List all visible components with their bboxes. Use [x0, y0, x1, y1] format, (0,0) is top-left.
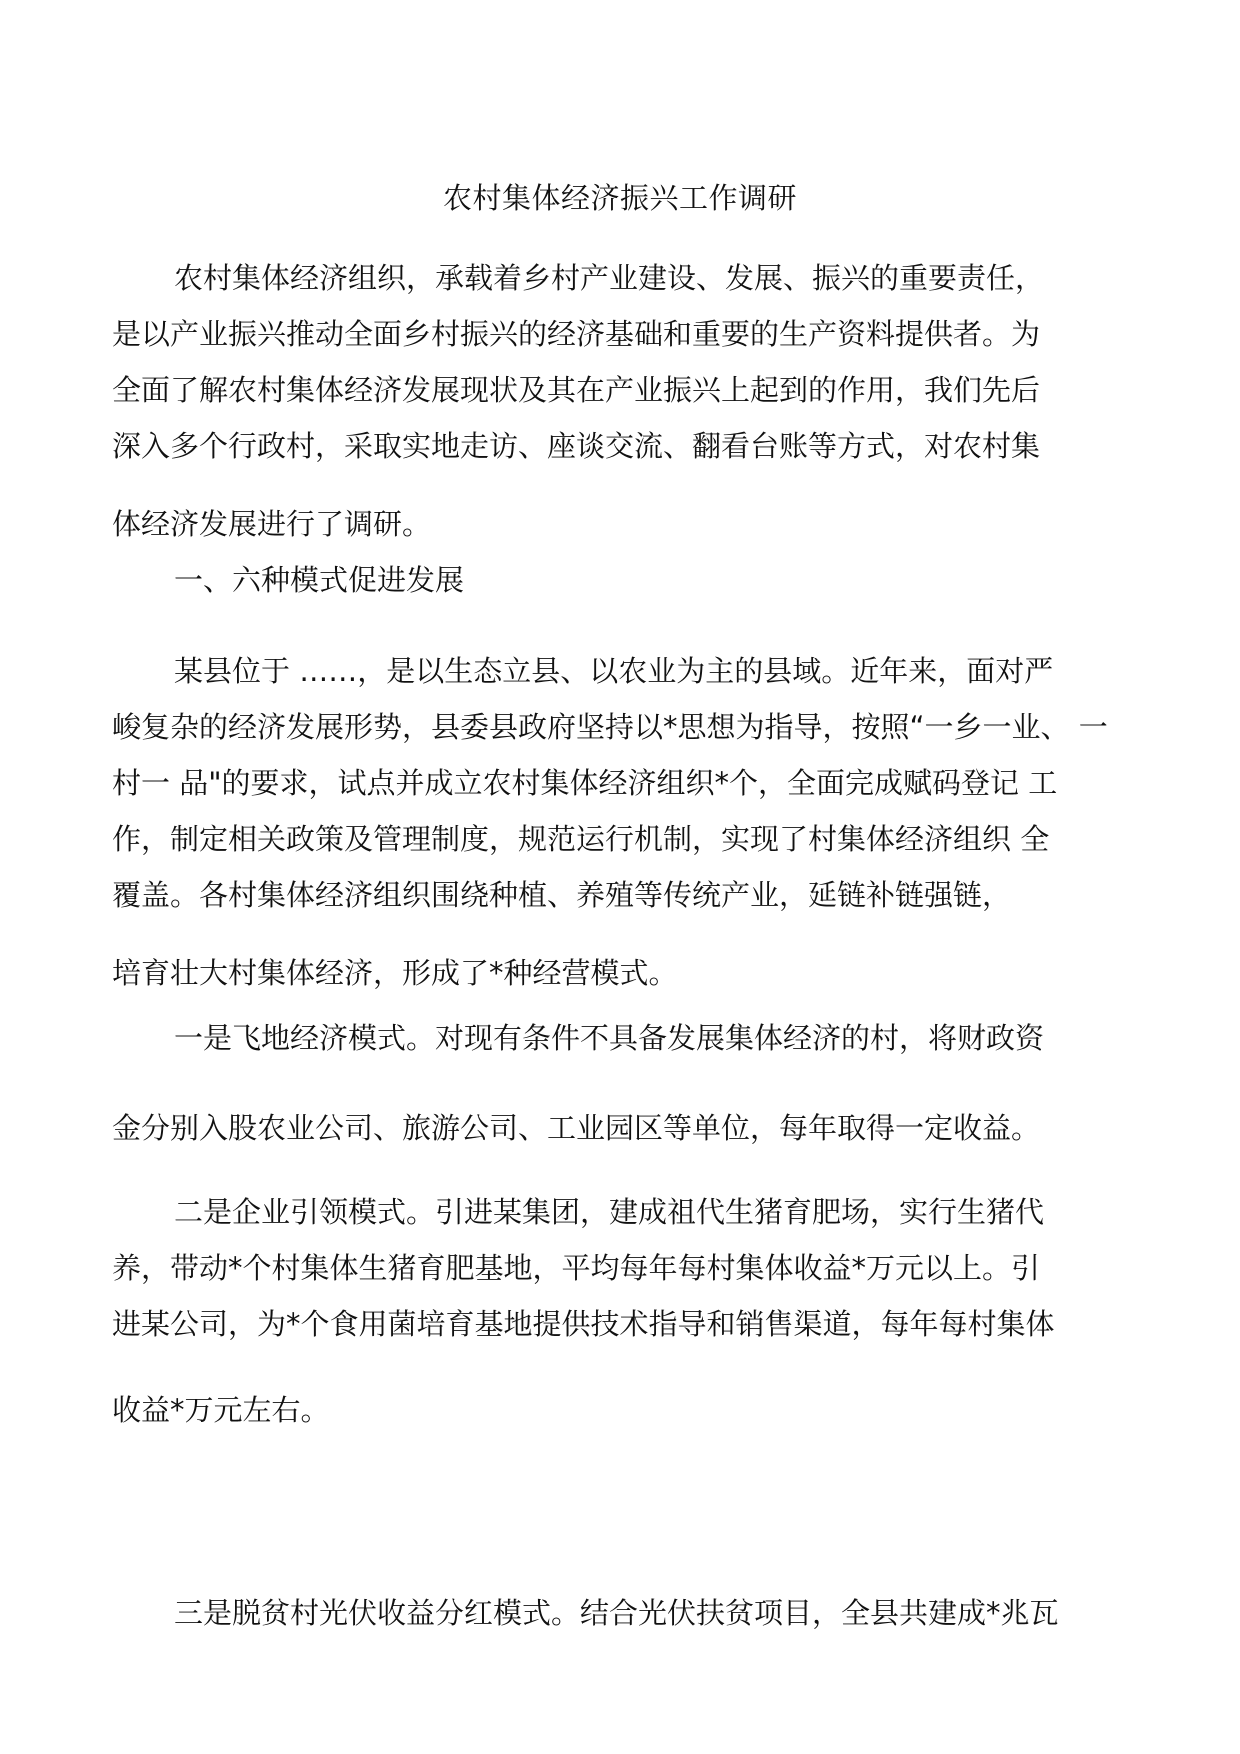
paragraph-line: 农村集体经济组织，承载着乡村产业建设、发展、振兴的重要责任， — [174, 261, 1045, 295]
paragraph-line: 二是企业引领模式。引进某集团，建成祖代生猪育肥场，实行生猪代 — [174, 1195, 1045, 1229]
paragraph-line: 村一 品"的要求，试点并成立农村集体经济组织*个，全面完成赋码登记 工 — [112, 766, 1058, 800]
paragraph-line: 是以产业振兴推动全面乡村振兴的经济基础和重要的生产资料提供者。为 — [112, 317, 1041, 351]
mode-one-paragraph — [112, 1010, 1132, 1156]
section-heading: 一、六种模式促进发展 — [174, 563, 465, 597]
paragraph-line: 养，带动*个村集体生猪育肥基地，平均每年每村集体收益*万元以上。引 — [112, 1251, 1041, 1285]
paragraph-line: 全面了解农村集体经济发展现状及其在产业振兴上起到的作用，我们先后 — [112, 373, 1041, 407]
paragraph-line: 金分别入股农业公司、旅游公司、工业园区等单位，每年取得一定收益。 — [112, 1111, 1041, 1145]
paragraph-line: 三是脱贫村光伏收益分红模式。结合光伏扶贫项目，全县共建成*兆瓦 — [174, 1596, 1059, 1630]
paragraph-line: 某县位于 ……，是以生态立县、以农业为主的县域。近年来，面对严 — [174, 654, 1054, 688]
paragraph-line: 峻复杂的经济发展形势，县委县政府坚持以*思想为指导，按照“一乡一业、 一 — [112, 710, 1108, 744]
paragraph-line: 作，制定相关政策及管理制度，规范运行机制，实现了村集体经济组织 全 — [112, 822, 1050, 856]
paragraph-line: 覆盖。各村集体经济组织围绕种植、养殖等传统产业，延链补链强链， — [112, 878, 1012, 912]
paragraph-line: 深入多个行政村，采取实地走访、座谈交流、翻看台账等方式，对农村集 — [112, 429, 1041, 463]
mode-three-paragraph — [112, 1585, 1132, 1641]
paragraph-line: 体经济发展进行了调研。 — [112, 507, 432, 541]
paragraph-line: 一是飞地经济模式。对现有条件不具备发展集体经济的村，将财政资 — [174, 1021, 1045, 1055]
intro-paragraph — [112, 250, 1132, 552]
mode-two-paragraph — [112, 1184, 1132, 1438]
paragraph-line: 收益*万元左右。 — [112, 1393, 330, 1427]
section-paragraph — [112, 643, 1132, 1001]
paragraph-line: 进某公司，为*个食用菌培育基地提供技术指导和销售渠道，每年每村集体 — [112, 1307, 1055, 1341]
paragraph-line: 培育壮大村集体经济，形成了*种经营模式。 — [112, 956, 678, 990]
document-title: 农村集体经济振兴工作调研 — [442, 181, 797, 215]
